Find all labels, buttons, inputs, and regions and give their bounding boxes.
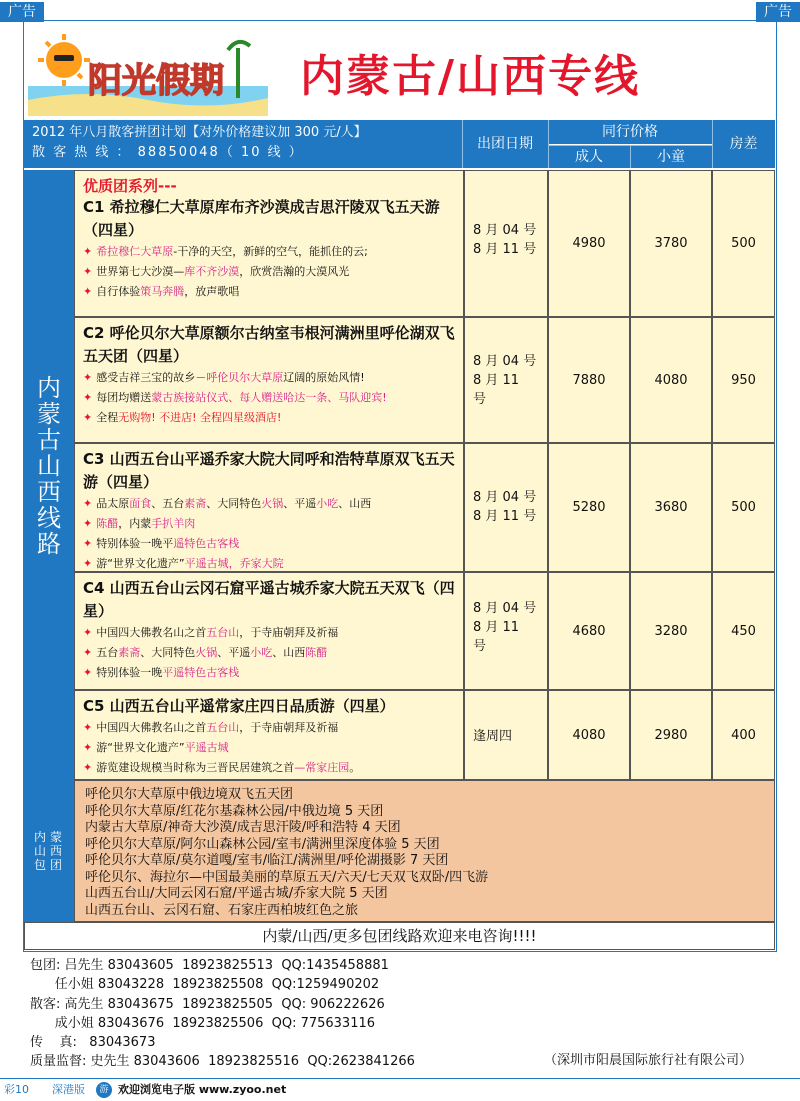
tour-description bbox=[74, 690, 464, 780]
depart-date: 8 月 04 号 bbox=[473, 601, 537, 616]
package-side-char: 团 bbox=[50, 858, 63, 872]
contact-row: 包团: 吕先生 83043605 18923825513 QQ:1435458881 bbox=[30, 958, 389, 973]
depart-date: 号 bbox=[473, 392, 487, 407]
highlight-text: 、大同特色 bbox=[140, 646, 196, 659]
highlight-text: ，欣赏浩瀚的大漠风光 bbox=[239, 265, 350, 278]
header-divider bbox=[548, 145, 712, 146]
room-diff-value: 500 bbox=[731, 500, 756, 515]
tour-highlight bbox=[83, 514, 455, 534]
adult-price-cell bbox=[548, 170, 630, 317]
route-side-text bbox=[24, 375, 74, 557]
plan-header bbox=[24, 120, 462, 168]
child-price-value: 3280 bbox=[654, 623, 688, 639]
adult-price-cell bbox=[548, 443, 630, 572]
package-side-col bbox=[50, 830, 64, 872]
ad-tag-right: 广告 bbox=[756, 2, 800, 22]
tour-highlight bbox=[83, 663, 455, 683]
package-item: 呼伦贝尔、海拉尔—中国最美丽的草原五天/六天/七天双飞双卧/四飞游 bbox=[85, 869, 489, 885]
bullet-icon: ✦ bbox=[83, 557, 93, 570]
room-diff-cell bbox=[712, 443, 775, 572]
highlight-text: 自行体验 bbox=[96, 285, 141, 298]
highlight-text: ，于寺庙朝拜及祈福 bbox=[239, 721, 339, 734]
highlight-text: 呼伦贝尔大草原 bbox=[206, 371, 284, 384]
highlight-text: 蒙古族接站仪式、每人赠送哈达一条、马队迎宾! bbox=[151, 391, 387, 404]
header-divider bbox=[462, 120, 463, 168]
header-divider bbox=[630, 146, 631, 168]
highlight-text: 世界第七大沙漠— bbox=[96, 265, 185, 278]
bullet-icon: ✦ bbox=[83, 537, 93, 550]
contact-row: 传 真: 83043673 bbox=[30, 1035, 156, 1051]
depart-date: 号 bbox=[473, 639, 487, 654]
room-diff-cell bbox=[712, 572, 775, 690]
tour-description bbox=[74, 170, 464, 317]
brand-title: 内蒙古/山西专线 bbox=[300, 51, 641, 102]
room-diff-value: 950 bbox=[731, 372, 756, 388]
highlight-text: 品太原 bbox=[96, 497, 130, 510]
package-item: 呼伦贝尔大草原/红花尔基森林公园/中俄边境 5 天团 bbox=[85, 803, 384, 819]
highlight-text: 、平遥 bbox=[283, 497, 317, 510]
route-side-char: 蒙 bbox=[37, 400, 61, 428]
bullet-icon: ✦ bbox=[83, 371, 93, 384]
room-diff-cell bbox=[712, 170, 775, 317]
tour-description bbox=[74, 317, 464, 443]
contact-list bbox=[30, 956, 415, 1072]
zyoo-logo-icon: 游 bbox=[96, 1082, 112, 1098]
tour-description bbox=[74, 572, 464, 690]
highlight-text: 每团均赠送 bbox=[96, 391, 152, 404]
tour-highlight bbox=[83, 738, 455, 758]
price-header: 同行价格 bbox=[548, 120, 712, 144]
depart-date: 8 月 11 号 bbox=[473, 242, 537, 257]
highlight-text: 陈醋 bbox=[96, 517, 119, 530]
welcome-banner: 内蒙/山西/更多包团线路欢迎来电咨询!!!! bbox=[24, 922, 775, 950]
depart-date-cell bbox=[464, 170, 548, 317]
package-item: 呼伦贝尔大草原/阿尔山森林公园/室韦/满洲里深度体验 5 天团 bbox=[85, 836, 440, 852]
child-price-value: 2980 bbox=[654, 727, 688, 743]
contact-row: 质量监督: 史先生 83043606 18923825516 QQ:2623841266 bbox=[30, 1054, 415, 1070]
route-side-char: 路 bbox=[37, 530, 61, 558]
depart-date: 8 月 11 bbox=[473, 373, 520, 388]
tour-highlight bbox=[83, 718, 455, 738]
highlight-text: 火锅 bbox=[261, 497, 284, 510]
highlight-text: 五台 bbox=[96, 646, 119, 659]
tour-highlight bbox=[83, 388, 455, 408]
child-price-cell bbox=[630, 572, 712, 690]
highlight-text: 无购物! 不进店! 全程四星级酒店! bbox=[118, 411, 282, 424]
adult-price-value: 5280 bbox=[572, 500, 606, 515]
route-side-char: 山 bbox=[37, 452, 61, 480]
bullet-icon: ✦ bbox=[83, 741, 93, 754]
highlight-text: 全程 bbox=[96, 411, 119, 424]
depart-date: 8 月 04 号 bbox=[473, 490, 537, 505]
room-diff-cell bbox=[712, 690, 775, 780]
edition-label: 深港版 bbox=[52, 1083, 85, 1096]
adult-price-value: 4080 bbox=[572, 727, 606, 743]
plan-line: 2012 年八月散客拼团计划【对外价格建议加 300 元/人】 bbox=[32, 125, 367, 140]
highlight-text: 平遥特色古客栈 bbox=[162, 666, 240, 679]
highlight-text: 五台山 bbox=[206, 626, 240, 639]
highlight-text: 、大同特色 bbox=[206, 497, 262, 510]
highlight-text: 手扒羊肉 bbox=[151, 517, 196, 530]
highlight-text: 小吃 bbox=[316, 497, 339, 510]
depart-date: 8 月 11 号 bbox=[473, 509, 537, 524]
company-name: （深圳市阳晨国际旅行社有限公司） bbox=[543, 1053, 752, 1068]
highlight-text: 小吃 bbox=[250, 646, 273, 659]
highlight-text: 遥特色古客栈 bbox=[173, 537, 240, 550]
highlight-text: —常家庄园 bbox=[294, 761, 350, 774]
bullet-icon: ✦ bbox=[83, 517, 93, 530]
highlight-text: 、山西 bbox=[338, 497, 372, 510]
package-list bbox=[74, 780, 775, 922]
room-diff-cell bbox=[712, 317, 775, 443]
header-divider bbox=[712, 120, 713, 168]
room-diff-header: 房差 bbox=[712, 120, 775, 168]
tour-highlight bbox=[83, 534, 455, 554]
package-item: 呼伦贝尔大草原/莫尔道嘎/室韦/临江/满洲里/呼伦湖摄影 7 天团 bbox=[85, 853, 449, 868]
tour-highlight bbox=[83, 623, 455, 643]
route-side-char: 西 bbox=[37, 478, 61, 506]
route-side-char: 古 bbox=[37, 426, 61, 454]
highlight-text: 辽阔的原始风情! bbox=[283, 371, 365, 384]
highlight-text: 五台山 bbox=[206, 721, 240, 734]
highlight-text: 、平遥 bbox=[217, 646, 251, 659]
package-side-label bbox=[24, 780, 74, 922]
footer-welcome[interactable]: 欢迎浏览电子版 www.zyoo.net bbox=[118, 1083, 287, 1096]
child-price-value: 3780 bbox=[654, 236, 688, 251]
tour-series: 优质团系列--- bbox=[83, 177, 177, 195]
route-side-char: 内 bbox=[37, 374, 61, 402]
header-divider bbox=[548, 120, 549, 168]
tour-highlight bbox=[83, 368, 455, 388]
tour-highlight bbox=[83, 758, 455, 778]
tour-title: C4 山西五台山云冈石窟平遥古城乔家大院五天双飞（四星） bbox=[83, 579, 455, 620]
highlight-text: 、五台 bbox=[151, 497, 185, 510]
bullet-icon: ✦ bbox=[83, 761, 93, 774]
package-side-char: 西 bbox=[50, 844, 63, 858]
highlight-text: 平遥古城 bbox=[184, 741, 229, 754]
tour-title: C5 山西五台山平遥常家庄四日品质游（四星） bbox=[83, 697, 395, 715]
bullet-icon: ✦ bbox=[83, 497, 93, 510]
package-side-char: 包 bbox=[34, 858, 47, 872]
highlight-text: 感受吉祥三宝的故乡－ bbox=[96, 371, 207, 384]
highlight-text: 、山西 bbox=[272, 646, 306, 659]
child-price-value: 3680 bbox=[654, 500, 688, 515]
child-price-value: 4080 bbox=[654, 372, 688, 388]
adult-price-cell bbox=[548, 572, 630, 690]
tour-highlight bbox=[83, 554, 455, 574]
child-price-cell bbox=[630, 317, 712, 443]
package-item: 内蒙古大草原/神奇大沙漠/成吉思汗陵/呼和浩特 4 天团 bbox=[85, 820, 401, 835]
bullet-icon: ✦ bbox=[83, 721, 93, 734]
package-side-char: 蒙 bbox=[50, 830, 63, 844]
highlight-text: ，放声歌唱 bbox=[184, 285, 240, 298]
room-diff-value: 400 bbox=[731, 727, 756, 743]
adult-header: 成人 bbox=[548, 146, 630, 168]
page-number: 彩10 bbox=[4, 1083, 29, 1096]
package-side-col bbox=[34, 830, 48, 872]
highlight-text: ，内蒙 bbox=[118, 517, 152, 530]
highlight-text: ，于寺庙朝拜及祈福 bbox=[239, 626, 339, 639]
svg-text:阳光假期: 阳光假期 bbox=[88, 61, 224, 101]
highlight-text: 库不齐沙漠 bbox=[184, 265, 240, 278]
highlight-text: 游“世界文化遗产” bbox=[96, 741, 185, 754]
contact-row: 成小姐 83043676 18923825506 QQ: 775633116 bbox=[30, 1015, 376, 1031]
highlight-text: 面食 bbox=[129, 497, 152, 510]
adult-price-value: 7880 bbox=[572, 372, 606, 388]
tour-highlight bbox=[83, 262, 455, 282]
room-diff-value: 450 bbox=[731, 623, 756, 639]
child-header: 小童 bbox=[630, 146, 712, 168]
highlight-text: 陈醋 bbox=[305, 646, 328, 659]
adult-price-cell bbox=[548, 317, 630, 443]
bullet-icon: ✦ bbox=[83, 666, 93, 679]
highlight-text: 策马奔腾 bbox=[140, 285, 185, 298]
tour-title: C3 山西五台山平遥乔家大院大同呼和浩特草原双飞五天游（四星） bbox=[83, 450, 455, 491]
depart-date-header: 出团日期 bbox=[462, 120, 548, 168]
depart-date: 逢周四 bbox=[473, 729, 513, 744]
highlight-text: 素斋 bbox=[184, 497, 207, 510]
highlight-text: 特别体验一晚平 bbox=[96, 537, 174, 550]
bullet-icon: ✦ bbox=[83, 646, 93, 659]
adult-price-value: 4680 bbox=[572, 623, 606, 639]
package-item: 山西五台山/大同云冈石窟/平遥古城/乔家大院 5 天团 bbox=[85, 886, 388, 901]
contact-row: 散客: 高先生 83043675 18923825505 QQ: 906222626 bbox=[30, 996, 385, 1012]
footer-bar bbox=[0, 1078, 800, 1101]
tour-highlight bbox=[83, 282, 455, 302]
depart-date-cell bbox=[464, 690, 548, 780]
highlight-text: 中国四大佛教名山之首 bbox=[96, 721, 207, 734]
tour-highlight bbox=[83, 242, 455, 262]
route-side-char: 线 bbox=[37, 504, 61, 532]
contact-row: 任小姐 83043228 18923825508 QQ:1259490202 bbox=[30, 977, 380, 993]
package-side-char: 内 bbox=[34, 830, 47, 844]
hotline-line: 散 客 热 线 ： 88850048（ 10 线 ） bbox=[32, 145, 304, 160]
highlight-text: 平遥古城，乔家大院 bbox=[184, 557, 284, 570]
highlight-text: 。 bbox=[349, 761, 361, 774]
adult-price-cell bbox=[548, 690, 630, 780]
highlight-text: 游览建设规模当时称为三晋民居建筑之首 bbox=[96, 761, 295, 774]
depart-date: 8 月 04 号 bbox=[473, 354, 537, 369]
depart-date-cell bbox=[464, 317, 548, 443]
depart-date-cell bbox=[464, 572, 548, 690]
package-item: 呼伦贝尔大草原中俄边境双飞五天团 bbox=[85, 787, 294, 802]
tour-highlight bbox=[83, 494, 455, 514]
room-diff-value: 500 bbox=[731, 236, 756, 251]
ad-tag-left: 广告 bbox=[0, 2, 44, 22]
child-price-cell bbox=[630, 690, 712, 780]
highlight-text: 希拉穆仁大草原 bbox=[96, 245, 174, 258]
depart-date: 8 月 04 号 bbox=[473, 223, 537, 238]
highlight-text: 火锅 bbox=[195, 646, 218, 659]
highlight-text: 中国四大佛教名山之首 bbox=[96, 626, 207, 639]
bullet-icon: ✦ bbox=[83, 411, 93, 424]
package-item: 山西五台山、云冈石窟、石家庄西柏坡红色之旅 bbox=[85, 902, 359, 918]
bullet-icon: ✦ bbox=[83, 391, 93, 404]
tour-highlight bbox=[83, 643, 455, 663]
tour-highlight bbox=[83, 408, 455, 428]
bullet-icon: ✦ bbox=[83, 626, 93, 639]
route-side-label bbox=[24, 170, 74, 780]
child-price-cell bbox=[630, 443, 712, 572]
adult-price-value: 4980 bbox=[572, 236, 606, 251]
bullet-icon: ✦ bbox=[83, 245, 93, 258]
highlight-text: 游“世界文化遗产” bbox=[96, 557, 185, 570]
tour-title: C2 呼伦贝尔大草原额尔古纳室韦根河满洲里呼伦湖双飞五天团（四星） bbox=[83, 324, 455, 365]
child-price-cell bbox=[630, 170, 712, 317]
sunshine-holiday-logo bbox=[28, 30, 268, 116]
package-side-char: 山 bbox=[34, 844, 47, 858]
bullet-icon: ✦ bbox=[83, 265, 93, 278]
highlight-text: 素斋 bbox=[118, 646, 141, 659]
depart-date: 8 月 11 bbox=[473, 620, 520, 635]
highlight-text: -干净的天空，新鲜的空气，能抓住的云; bbox=[173, 245, 368, 258]
bullet-icon: ✦ bbox=[83, 285, 93, 298]
depart-date-cell bbox=[464, 443, 548, 572]
highlight-text: 特别体验一晚 bbox=[96, 666, 163, 679]
tour-description bbox=[74, 443, 464, 572]
tour-title: C1 希拉穆仁大草原库布齐沙漠成吉思汗陵双飞五天游（四星） bbox=[83, 198, 440, 239]
